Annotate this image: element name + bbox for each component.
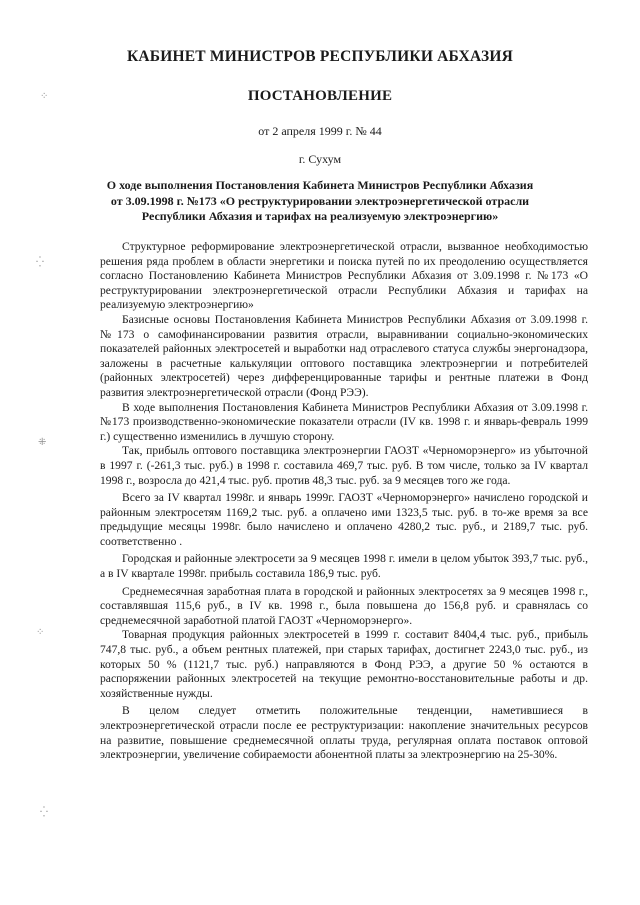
document-subject — [100, 178, 540, 225]
scan-smudge: ⁘ — [40, 91, 49, 102]
document-type-title: ПОСТАНОВЛЕНИЕ — [247, 88, 393, 104]
subject-line: Республики Абхазия и тарифах на реализуемую электроэнергию» — [141, 209, 499, 223]
subject-line: О ходе выполнения Постановления Кабинета Министров Республики Абхазия — [106, 178, 534, 192]
body-paragraph: Среднемесячная заработная плата в городской и районных электросетях за 9 месяцев 1998 г., составлявшая 115,6 руб., в IV кв. 1998 г., была повышена до 156,8 руб. и сравнялась со среднемесячной заработной платой ГАОЗТ «Черноморэнерго». — [100, 584, 588, 627]
body-paragraph: Товарная продукция районных электросетей в 1999 г. составит 8404,4 тыс. руб., прибыль 747,8 тыс. руб., а объем рентных платежей, при старых тарифах, достигнет 2243,0 тыс. руб., из которых 50 % (1121,7 тыс. руб.) направляются в Фонд РЭЭ, а другие 50 % остаются в распоряжении районных электросетей на текущие ремонтно-восстановительные работы и др. хозяйственные нужды. — [100, 628, 588, 700]
scan-smudge: ⁛ — [40, 807, 48, 818]
document-body — [100, 240, 588, 763]
scan-smudge: ⁜ — [38, 437, 47, 448]
document-city: г. Сухум — [298, 152, 342, 166]
subject-line: от 3.09.1998 г. №173 «О реструктурировании электроэнергетической отрасли — [110, 193, 530, 208]
body-paragraph: Городская и районные электросети за 9 месяцев 1998 г. имели в целом убыток 393,7 тыс. руб., а в IV квартале 1998г. прибыль составила 186,9 тыс. руб. — [100, 552, 588, 581]
body-paragraph: Так, прибыль оптового поставщика электроэнергии ГАОЗТ «Черноморэнерго» из убыточной в 1997 г. (-261,3 тыс. руб.) в 1998 г. составила 469,7 тыс. руб. В том числе, только за IV квартал 1998 г., возросла до 421,4 тыс. руб. против 48,3 тыс. руб. за 9 месяцев того же года. — [100, 444, 588, 487]
scan-smudge: ⁛ — [36, 257, 44, 268]
document-dateline: от 2 апреля 1999 г. № 44 — [258, 124, 382, 138]
organization-title: КАБИНЕТ МИНИСТРОВ РЕСПУБЛИКИ АБХАЗИЯ — [126, 48, 514, 65]
body-paragraph: Базисные основы Постановления Кабинета Министров Республики Абхазия от 3.09.1998 г. №173 о самофинансировании развития отрасли, выравнивании социально-экономических показателей районных электросетей и выработки над отраслевого статуса службы энергонадзора, заложены в расчетные калькуляции оптового поставщика электроэнергии и потребителей (районных электросетей) через дифференцированные тарифы и рентные платежи в Фонд развития электроэнергетической отрасли (Фонд РЭЭ). — [100, 312, 588, 399]
body-paragraph: Структурное реформирование электроэнергетической отрасли, вызванное необходимостью решения ряда проблем в области энергетики и поиска путей по их преодолению осуществляется согласно Постановлению Кабинета Министров Республики Абхазия от 3.09.1998 г. №173 «О реструктурировании электроэнергетической отрасли Республики Абхазия и тарифах на реализуемую электроэнергию» — [100, 240, 588, 312]
body-paragraph: В ходе выполнения Постановления Кабинета Министров Республики Абхазия от 3.09.1998 г. №173 производственно-экономические показатели отрасли (IV кв. 1998 г. и январь-февраль 1999 г.) существенно изменились в лучшую сторону. — [100, 400, 588, 443]
body-paragraph: Всего за IV квартал 1998г. и январь 1999г. ГАОЗТ «Черноморэнерго» начислено городской и районным электросетям 1169,2 тыс. руб. а оплачено ими 1323,5 тыс. руб. в то-же время за все предыдущие месяцы 1998г. было начислено и оплачено 4280,2 тыс. руб., и 2189,7 тыс. руб. соответственно . — [100, 491, 588, 548]
body-paragraph: В целом следует отметить положительные тенденции, наметившиеся в электроэнергетической отрасли после ее реструктуризации: накопление значительных ресурсов на развитие, повышение среднемесячной оплаты труда, регулярная оплата поставок оптовой электроэнергии, увеличение собираемости абонентной платы за электроэнергию на 25-30%. — [100, 704, 588, 762]
scan-smudge: ⁘ — [36, 627, 45, 638]
